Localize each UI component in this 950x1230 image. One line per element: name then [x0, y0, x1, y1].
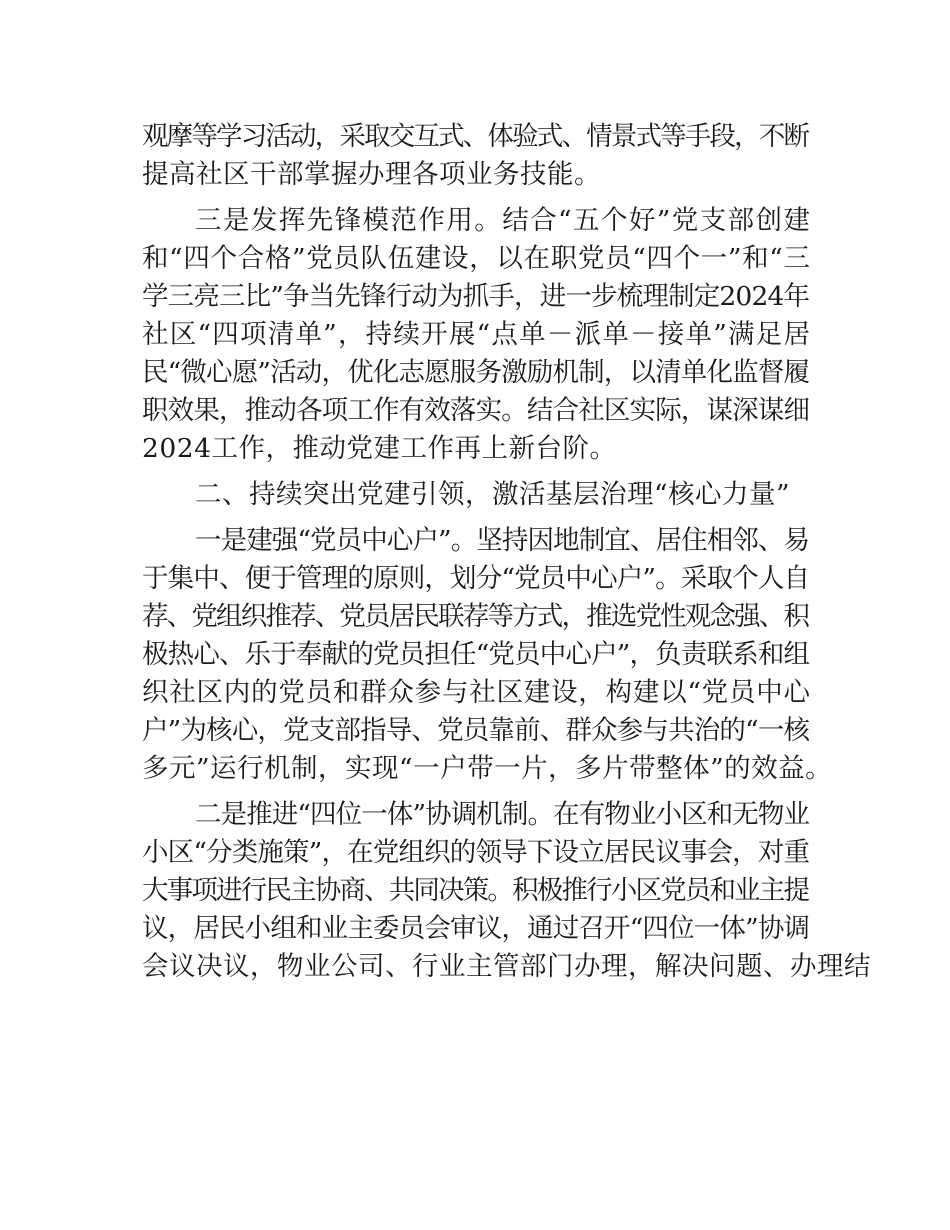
- document-body: [142, 118, 871, 986]
- text-line: 极热心、乐于奉献的党员担任“党员中心户”，负责联系和组: [142, 639, 810, 670]
- text-line: 职效果，推动各项工作有效落实。结合社区实际，谋深谋细: [142, 395, 810, 426]
- text-line: 于集中、便于管理的原则，划分“党员中心户”。采取个人自: [142, 563, 810, 594]
- text-line: 和“四个合格”党员队伍建设，以在职党员“四个一”和“三: [142, 243, 811, 274]
- text-line: 民“微心愿”活动，优化志愿服务激励机制，以清单化监督履: [142, 357, 810, 388]
- text-line: 会议决议，物业公司、行业主管部门办理，解决问题、办理结: [142, 951, 871, 982]
- text-line: 二是推进“四位一体”协调机制。在有物业小区和无物业: [195, 799, 810, 830]
- text-line: 提高社区干部掌握办理各项业务技能。: [142, 159, 601, 190]
- text-line: 三是发挥先锋模范作用。结合“五个好”党支部创建: [195, 205, 812, 236]
- paragraph: [142, 796, 871, 986]
- text-line: 社区“四项清单”，持续开展“点单－派单－接单”满足居: [142, 319, 812, 350]
- text-line: 学三亮三比”争当先锋行动为抓手，进一步梳理制定2024年: [142, 281, 810, 312]
- paragraph: [142, 476, 810, 514]
- text-line: 多元”运行机制，实现“一户带一片，多片带整体”的效益。: [142, 753, 833, 784]
- text-line: 2024工作，推动党建工作再上新台阶。: [142, 433, 617, 464]
- text-line: 议，居民小组和业主委员会审议，通过召开“四位一体”协调: [142, 913, 810, 944]
- text-line: 小区“分类施策”，在党组织的领导下设立居民议事会，对重: [142, 837, 810, 868]
- paragraph: [142, 202, 810, 468]
- text-line: 荐、党组织推荐、党员居民联荐等方式，推选党性观念强、积: [142, 601, 809, 632]
- paragraph: [142, 118, 810, 194]
- text-line: 户”为核心，党支部指导、党员靠前、群众参与共治的“一核: [142, 715, 810, 746]
- text-line: 观摩等学习活动，采取交互式、体验式、情景式等手段，不断: [142, 121, 809, 152]
- text-line: 二、持续突出党建引领，激活基层治理“核心力量”: [195, 479, 791, 510]
- text-line: 织社区内的党员和群众参与社区建设，构建以“党员中心: [142, 677, 811, 708]
- text-line: 一是建强“党员中心户”。坚持因地制宜、居住相邻、易: [195, 525, 810, 556]
- paragraph: [142, 522, 833, 788]
- text-line: 大事项进行民主协商、共同决策。积极推行小区党员和业主提: [142, 875, 809, 906]
